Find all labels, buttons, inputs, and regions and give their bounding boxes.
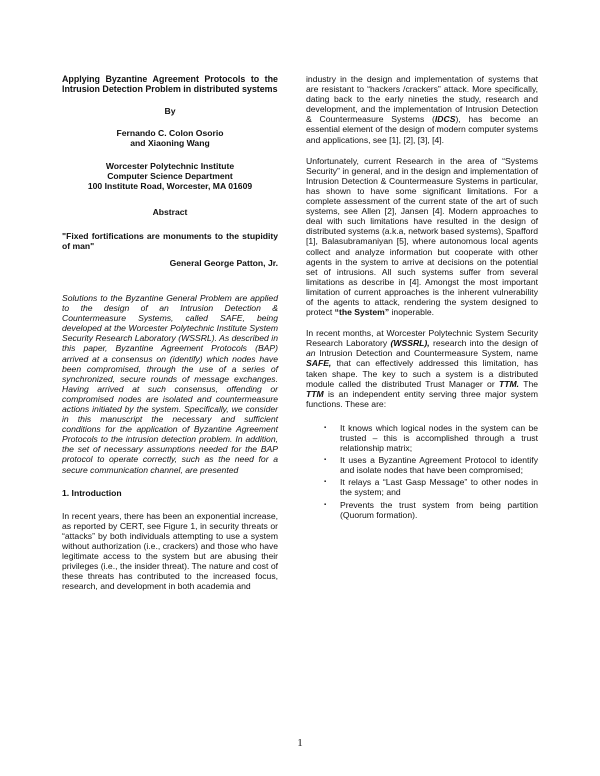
- paper-title: Applying Byzantine Agreement Protocols to the Intrusion Detection Problem in distributed systems: [62, 74, 278, 94]
- abstract-text: Solutions to the Byzantine General Problem are applied to the design of an Intrusion Detection & Countermeasure Systems, called SAFE, being developed at the Worcester Polytechnic Institute System Security Research Laboratory (WSSRL). As described in this paper, Byzantine Agreement Protocols (BAP) arrived at a consensus on (identify) which nodes have been compromised, through the use of a series of synchronized, secure rounds of message exchanges. Having arrived at such consensus, offending or compromised nodes are isolated and countermeasure actions initiated by the system. Specifically, we consider in this manuscript the necessary and sufficient conditions for the application of Byzantine Agreement Protocols to the intrusion detection problem. In addition, the set of necessary assumptions needed for the BAP protocol to operate correctly, such as the need for a secure communication channel, are presented: [62, 292, 278, 475]
- text-run: In recent months, at Worcester Polytechnic System Security Research Laboratory: [306, 328, 538, 349]
- by-line: By: [164, 106, 176, 116]
- list-item-text: It relays a “Last Gasp Message” to other nodes in the system; and: [340, 477, 538, 498]
- text-run: inoperable.: [389, 307, 435, 318]
- text-run: industry in the design and implementation of systems that are resistant to “hackers /crackers” attack. More specifically, dating back to the early nineties the study, research and development, and the implementation of Intrusion Detection & Countermeasure Systems (: [306, 74, 538, 125]
- epigraph-quote: "Fixed fortifications are monuments to the stupidity of man": [62, 230, 278, 251]
- page-number: 1: [297, 737, 303, 749]
- list-item: [324, 455, 538, 476]
- text-run-emphasis: SAFE,: [306, 358, 332, 369]
- text-run: The: [519, 378, 538, 389]
- text-run-emphasis: TTM.: [499, 378, 520, 389]
- text-run: research into the design of: [429, 338, 539, 349]
- introduction-paragraph: In recent years, there has been an exponential increase, as reported by CERT, see Figure 1, in security threats or “attacks” by both individuals attempting to use a system without authorization (i.e., crackers) and those who have legitimate access to the system but are abusing their privileges (i.e., the insider threat). The nature and cost of these threats has contributed to the increased focus, research, and development in both academia and: [62, 510, 278, 592]
- square-bullet-icon: ▪: [324, 457, 327, 464]
- list-item-text: Prevents the trust system from being partition (Quorum formation).: [340, 499, 538, 520]
- bullet-list: [306, 423, 538, 520]
- text-run: that can effectively addressed this limitation, has taken shape. The key to such a system is a distributed module called the distributed Trust Manager or: [306, 358, 538, 389]
- text-run: ), has become an essential element of the design of modern computer systems and applications, see [1], [2], [3], [4].: [306, 114, 539, 145]
- square-bullet-icon: ▪: [324, 479, 327, 486]
- text-run: Intrusion Detection and Countermeasure System, name: [315, 348, 538, 359]
- text-run-emphasis: “the System”: [334, 307, 390, 318]
- list-item-text: It knows which logical nodes in the system can be trusted – this is accomplished through a trust relationship matrix;: [340, 422, 538, 454]
- body-paragraph-3: [306, 328, 538, 409]
- list-item: [324, 499, 538, 520]
- epigraph-attribution: General George Patton, Jr.: [169, 257, 278, 268]
- affiliation-line: 100 Institute Road, Worcester, MA 01609: [87, 181, 253, 192]
- list-item: [324, 422, 538, 454]
- affiliation-block: [62, 161, 278, 191]
- abstract-heading: Abstract: [152, 206, 188, 217]
- author-name: and Xiaoning Wang: [130, 138, 210, 149]
- affiliation-line: Computer Science Department: [107, 171, 233, 182]
- text-run-emphasis: (WSSRL),: [390, 338, 430, 349]
- text-run: Unfortunately, current Research in the area of “Systems Security” in general, and in the design and implementation of Intrusion Detection & Countermeasure Systems in particular, has shown to have some significant limitations. For a complete assessment of the current state of the art of such systems, see Allen [2], Jansen [4]. Modern approaches to deal with such limitations have resulted in the design of distributed systems (a.k.a, network based systems), Spafford [1], Balasubramaniyan [5], where autonomous local agents collect and analyze information but cooperate with other agents in the system to arrive at decisions on the potential set of intrusions. All such systems suffer from several limitations as describe in [4]. Amongst the most important limitation of current approaches is the inherent vulnerability of the agents to attack, rendering the system designed to protect: [306, 155, 538, 318]
- body-paragraph-1: [306, 74, 538, 145]
- text-run: is an independent entity serving three major system functions. These are:: [306, 388, 538, 409]
- right-column: [306, 74, 538, 522]
- affiliation-line: Worcester Polytechnic Institute: [105, 161, 235, 172]
- square-bullet-icon: ▪: [324, 424, 327, 431]
- list-item-text: It uses a Byzantine Agreement Protocol to identify and isolate nodes that have been compromised;: [340, 455, 538, 476]
- section-heading-introduction: 1. Introduction: [62, 487, 122, 498]
- text-run-emphasis: TTM: [306, 388, 324, 399]
- body-paragraph-2: [306, 156, 538, 318]
- author-block: [62, 128, 278, 148]
- square-bullet-icon: ▪: [324, 501, 327, 508]
- list-item: [324, 477, 538, 498]
- author-name: Fernando C. Colon Osorio: [116, 128, 224, 139]
- text-run-emphasis: IDCS: [434, 114, 456, 125]
- left-column: [62, 74, 278, 591]
- text-run-italic: an: [306, 348, 316, 359]
